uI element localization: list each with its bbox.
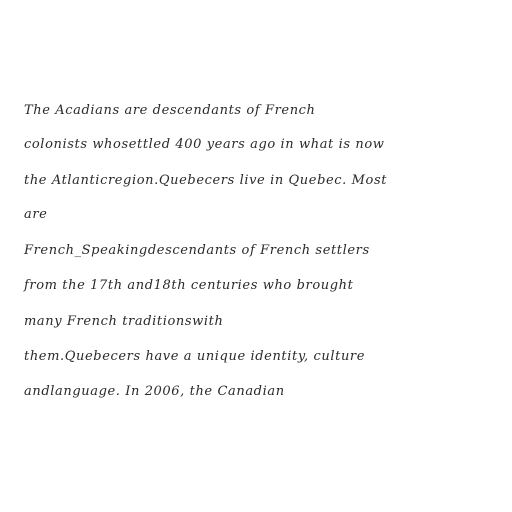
text-line-3: the Atlanticregion.Quebecers live in Quebec. Most xyxy=(24,173,388,188)
text-line-5: French_Speakingdescendants of French settlers xyxy=(24,243,370,258)
text-line-8: them.Quebecers have a unique identity, culture xyxy=(24,349,366,364)
text-line-2: colonists whosettled 400 years ago in what is now xyxy=(24,137,385,152)
text-line-1: The Acadians are descendants of French xyxy=(24,103,316,118)
text-line-9: andlanguage. In 2006, the Canadian xyxy=(24,384,285,399)
text-line-7: many French traditionswith xyxy=(24,314,224,329)
text-line-4: are xyxy=(24,207,48,222)
text-line-6: from the 17th and18th centuries who brought xyxy=(24,278,354,293)
